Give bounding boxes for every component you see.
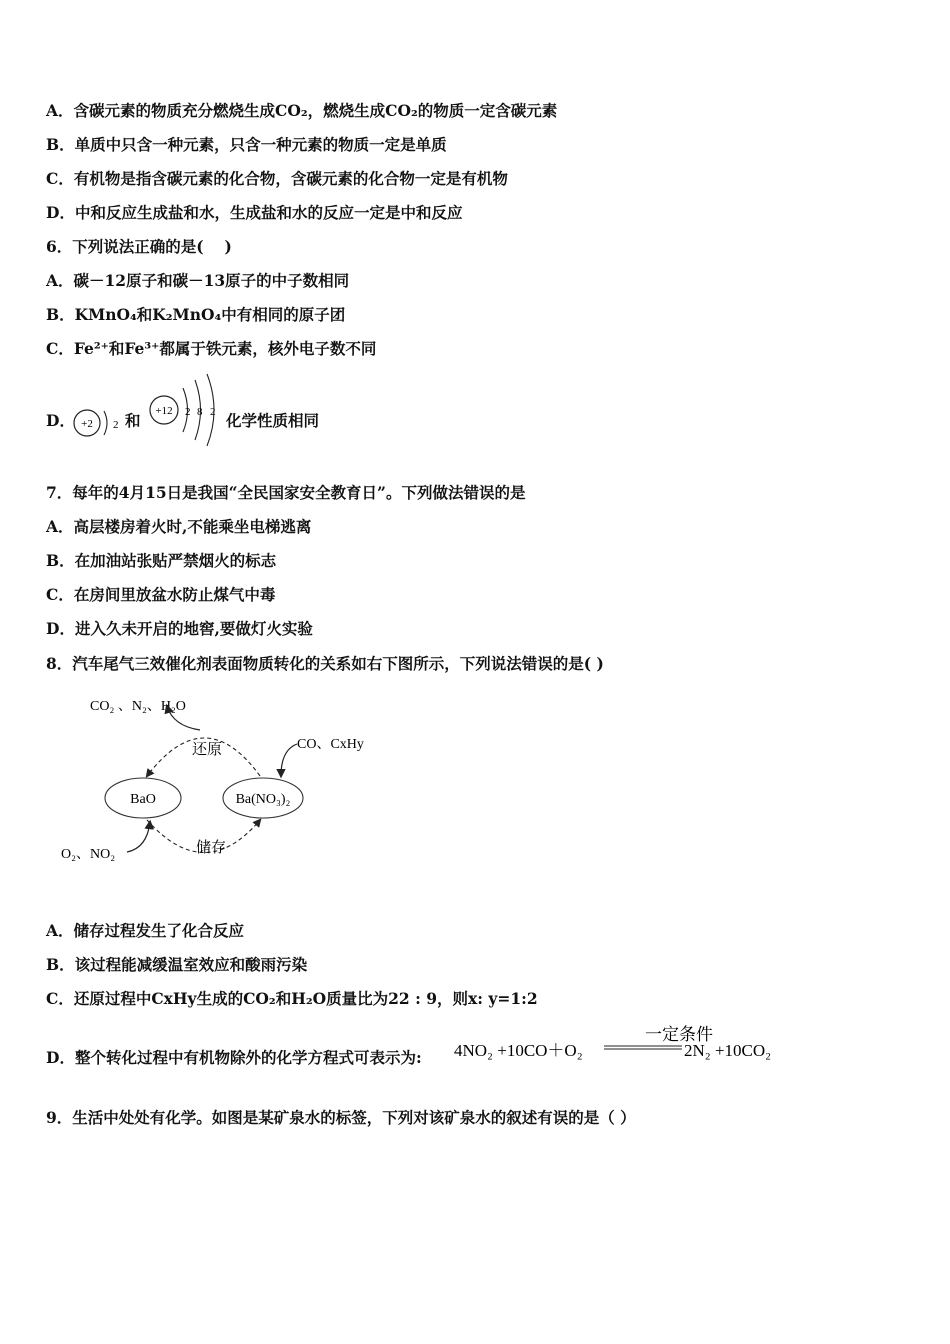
q6-stem: 6．下列说法正确的是( ) bbox=[46, 237, 232, 256]
equation-left-side: 4NO₂ +10CO＋O₂ bbox=[454, 1041, 583, 1060]
q8-stem: 8．汽车尾气三效催化剂表面物质转化的关系如右下图所示，下列说法错误的是( ) bbox=[46, 654, 604, 673]
q7-stem: 7．每年的4月15日是我国“全民国家安全教育日”。下列做法错误的是 bbox=[46, 483, 526, 502]
q6-option-b: B．KMnO₄和K₂MnO₄中有相同的原子团 bbox=[46, 305, 346, 324]
q6-option-c: C．Fe²⁺和Fe³⁺都属于铁元素，核外电子数不同 bbox=[46, 339, 377, 358]
atom1-shell-1: 2 bbox=[113, 419, 119, 431]
diagram-node-bao-label: BaO bbox=[130, 792, 156, 807]
atom1-nucleus-charge: +2 bbox=[81, 418, 93, 430]
q9-stem: 9．生活中处处有化学。如图是某矿泉水的标签，下列对该矿泉水的叙述有误的是（ ） bbox=[46, 1108, 636, 1127]
diagram-reactants-label: O₂、NO₂ bbox=[61, 847, 116, 862]
diagram-products-label: CO₂ 、N₂、H₂O bbox=[90, 699, 186, 714]
diagram-reactants-arrow bbox=[127, 822, 150, 852]
q8-option-b: B．该过程能减缓温室效应和酸雨污染 bbox=[46, 955, 308, 974]
q6-option-a: A．碳－12原子和碳－13原子的中子数相同 bbox=[46, 271, 350, 290]
q5-option-b: B．单质中只含一种元素，只含一种元素的物质一定是单质 bbox=[46, 135, 447, 154]
q6-option-d-suffix: 化学性质相同 bbox=[226, 411, 320, 430]
magnesium-atom-structure-diagram bbox=[146, 370, 226, 448]
diagram-store-label: 储存 bbox=[195, 838, 227, 856]
diagram-node-ba-nitrate-label: Ba(NO₃)₂ bbox=[235, 792, 291, 807]
diagram-reductants-label: CO、CxHy bbox=[297, 737, 364, 752]
q5-option-a: A．含碳元素的物质充分燃烧生成CO₂，燃烧生成CO₂的物质一定含碳元素 bbox=[46, 101, 558, 120]
q6-option-d-prefix: D． bbox=[46, 411, 75, 430]
q7-option-a: A．高层楼房着火时,不能乘坐电梯逃离 bbox=[46, 517, 312, 536]
atom2-shell-1: 2 bbox=[185, 406, 191, 418]
q7-option-b: B．在加油站张贴严禁烟火的标志 bbox=[46, 551, 277, 570]
atom2-shell-2: 8 bbox=[197, 406, 203, 418]
equation-right-side: 2N₂ +10CO₂ bbox=[684, 1041, 772, 1060]
q8-option-a: A．储存过程发生了化合反应 bbox=[46, 921, 245, 940]
q5-option-c: C．有机物是指含碳元素的化合物，含碳元素的化合物一定是有机物 bbox=[46, 169, 508, 188]
q5-option-d: D．中和反应生成盐和水，生成盐和水的反应一定是中和反应 bbox=[46, 203, 463, 222]
q8-option-d: D．整个转化过程中有机物除外的化学方程式可表示为: bbox=[46, 1048, 422, 1067]
chemical-equation bbox=[452, 1022, 792, 1066]
atom2-nucleus-charge: +12 bbox=[155, 405, 173, 417]
helium-atom-structure-diagram bbox=[70, 405, 122, 441]
diagram-reduce-label: 还原 bbox=[191, 740, 223, 758]
q8-option-c: C．还原过程中CxHy生成的CO₂和H₂O质量比为22 : 9，则x: y=1:2 bbox=[46, 989, 538, 1008]
q6-option-d-and: 和 bbox=[125, 411, 141, 430]
equation-condition: 一定条件 bbox=[645, 1025, 713, 1044]
atom2-shell-3: 2 bbox=[210, 406, 216, 418]
q7-option-c: C．在房间里放盆水防止煤气中毒 bbox=[46, 585, 276, 604]
diagram-reductants-arrow bbox=[281, 744, 297, 776]
q7-option-d: D．进入久未开启的地窖,要做灯火实验 bbox=[46, 619, 313, 638]
catalyst-conversion-diagram bbox=[55, 690, 395, 870]
atom1-shell-arc bbox=[104, 411, 107, 435]
